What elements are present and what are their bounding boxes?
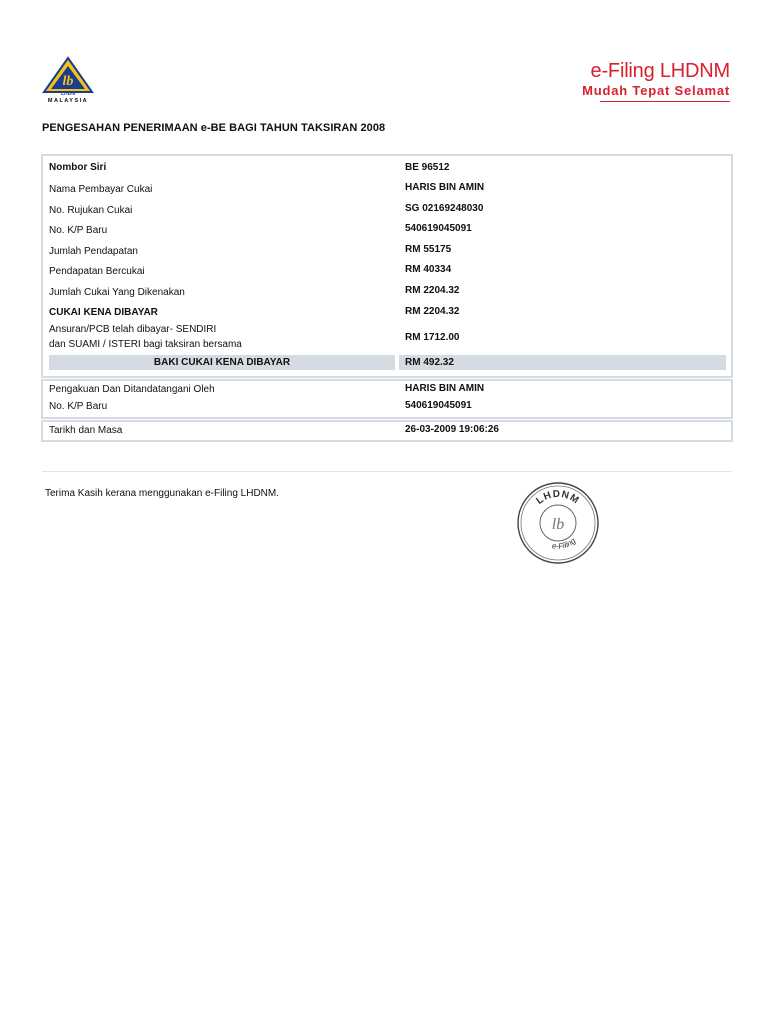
label-nama: Nama Pembayar Cukai [49,184,153,195]
brand-tagline: Mudah Tepat Selamat [582,83,730,98]
label-ansuran [49,322,242,352]
value-bercukai: RM 40334 [405,264,452,275]
label-bercukai: Pendapatan Bercukai [49,266,145,277]
tax-details-panel [41,154,733,378]
label-rujukan: No. Rujukan Cukai [49,205,133,216]
value-kena-dibayar: RM 2204.32 [405,306,460,317]
svg-text:LHDN: LHDN [61,91,75,97]
label-dikenakan: Jumlah Cukai Yang Dikenakan [49,287,185,298]
svg-text:MALAYSIA: MALAYSIA [47,98,89,104]
value-pendapatan: RM 55175 [405,244,452,255]
value-kp: 540619045091 [405,223,472,234]
value-timestamp: 26-03-2009 19:06:26 [405,424,499,435]
label-nombor-siri: Nombor Siri [49,162,107,173]
label-signature-kp: No. K/P Baru [49,401,108,412]
brand-title: e-Filing LHDNM [590,60,730,82]
label-ansuran-line1: Ansuran/PCB telah dibayar- SENDIRI [49,324,217,335]
lhdn-logo [40,56,96,104]
label-ansuran-line2: dan SUAMI / ISTERI bagi taksiran bersama [49,339,242,350]
footer-divider [42,471,732,472]
svg-text:lb: lb [62,74,74,89]
svg-text:LHDNM: LHDNM [534,488,582,507]
label-timestamp: Tarikh dan Masa [49,425,123,436]
header-rule [600,101,730,102]
value-nombor-siri: BE 96512 [405,162,450,173]
value-baki: RM 492.32 [399,355,726,370]
label-baki: BAKI CUKAI KENA DIBAYAR [49,355,395,370]
document-title: PENGESAHAN PENERIMAAN e-BE BAGI TAHUN TAKSIRAN 2008 [42,122,386,134]
value-ansuran: RM 1712.00 [405,332,460,343]
lhdnm-efiling-stamp [515,480,601,566]
label-kena-dibayar: CUKAI KENA DIBAYAR [49,307,158,318]
timestamp-panel [41,420,733,442]
row-baki [49,355,726,370]
label-signed-by: Pengakuan Dan Ditandatangani Oleh [49,384,215,395]
value-rujukan: SG 02169248030 [405,203,484,214]
label-kp: No. K/P Baru [49,225,108,236]
value-signature-kp: 540619045091 [405,400,472,411]
thank-you-text: Terima Kasih kerana menggunakan e-Filing LHDNM. [45,488,279,499]
svg-text:lb: lb [551,516,565,533]
brand-block [582,60,730,99]
signature-panel [41,379,733,419]
svg-text:e-Filing: e-Filing [551,536,578,551]
value-dikenakan: RM 2204.32 [405,285,460,296]
value-signed-by: HARIS BIN AMIN [405,383,485,394]
value-nama: HARIS BIN AMIN [405,182,485,193]
label-pendapatan: Jumlah Pendapatan [49,246,138,257]
